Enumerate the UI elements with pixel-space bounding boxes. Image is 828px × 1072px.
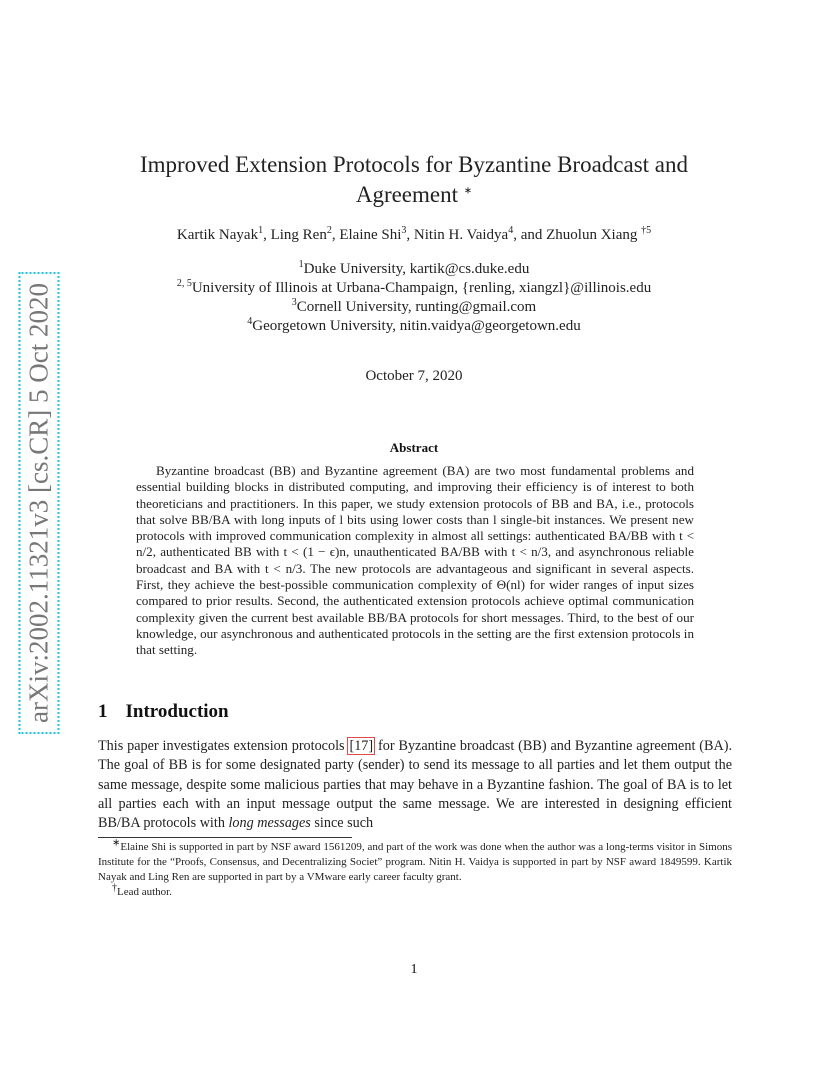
- paper-title-text: Improved Extension Protocols for Byzantine Broadcast and Agreement: [139, 152, 689, 207]
- affiliation-line: [110, 260, 718, 279]
- intro-emphasis: long messages: [228, 815, 311, 832]
- footnote-text: Elaine Shi is supported in part by NSF award 1561209, and part of the work was done when the author was a long-terms visitor in Simons Institute for the “Proofs, Consensus, and Decentralizing Societ” program. Nitin H. Vaidya is supported in part by NSF award 1849599. Kartik Nayak and Ling Ren are supported in part by a VMware early career faculty grant.: [98, 841, 732, 883]
- footnote: [98, 882, 732, 900]
- author-separator: ,: [406, 227, 414, 243]
- section-heading: [98, 701, 229, 723]
- footnotes: [98, 837, 732, 900]
- author-name: Nitin H. Vaidya: [413, 227, 509, 243]
- affiliation-sup: 1: [298, 259, 304, 270]
- footnote-text: Lead author.: [117, 886, 172, 898]
- title-footnote-mark[interactable]: ∗: [463, 185, 473, 197]
- author-sup: 4: [508, 225, 514, 236]
- paper-title: [110, 150, 718, 210]
- author-separator: ,: [263, 227, 271, 243]
- footnote-mark: ∗: [112, 837, 121, 849]
- affiliation-sup: 4: [247, 316, 253, 327]
- author-name: Ling Ren: [270, 227, 327, 243]
- author-name: Kartik Nayak: [176, 227, 259, 243]
- page-number: 1: [410, 962, 418, 977]
- affiliation-line: [110, 317, 718, 336]
- abstract-heading: Abstract: [389, 440, 439, 455]
- abstract-body: Byzantine broadcast (BB) and Byzantine agreement (BA) are two most fundamental problems and essential building blocks in distributed computing, and improving their efficiency is of interest to both theoreticians and practitioners. In this paper, we study extension protocols of BB and BA, i.e., protocols that solve BB/BA with long inputs of l bits using lower costs than l single-bit instances. We present new protocols with improved communication complexity in almost all settings: authenticated BA/BB with t < n/2, authenticated BB with t < (1 − ϵ)n, unauthenticated BA/BB with t < n/3, and asynchronous reliable broadcast and BA with t < n/3. The new protocols are advantageous and significant in several aspects. First, they achieve the best-possible communication complexity of Θ(nl) for wider ranges of input sizes compared to prior results. Second, the authenticated extension protocols achieve optimal communication complexity given the current best available BB/BA protocols for short messages. Third, to the best of our knowledge, our asynchronous and authenticated protocols in the setting are the first extension protocols in that setting.: [136, 463, 694, 658]
- author-list: [110, 227, 718, 244]
- intro-text: for Byzantine broadcast (BB) and Byzantine agreement (BA). The goal of BB is for some designated party (sender) to send its message to all parties and let them output the same message, despite some malicious parties that may behave in a Byzantine fashion. The goal of BA is to let all parties each with an input message output the same message. We are interested in designing efficient BB/BA protocols with: [98, 738, 732, 832]
- footnote: [98, 837, 732, 885]
- intro-text: This paper investigates extension protocols: [98, 738, 349, 754]
- affiliation-text: Georgetown University, nitin.vaidya@georgetown.edu: [252, 318, 581, 334]
- section-title: Introduction: [125, 701, 229, 722]
- author-sup: 2: [326, 225, 332, 236]
- section-number: 1: [98, 701, 108, 722]
- affiliations: [110, 260, 718, 336]
- affiliation-text: Cornell University, runting@gmail.com: [296, 299, 537, 315]
- intro-paragraph: [98, 737, 732, 833]
- author-sup: 1: [258, 225, 264, 236]
- affiliation-sup: 3: [291, 297, 297, 308]
- footnote-mark: †: [112, 882, 117, 894]
- author-separator: , and: [513, 227, 547, 243]
- intro-text: since such: [310, 815, 374, 832]
- author-sup: †5: [641, 225, 652, 236]
- citation-link[interactable]: [17]: [349, 738, 374, 754]
- paper-date: October 7, 2020: [365, 368, 463, 384]
- affiliation-text: Duke University, kartik@cs.duke.edu: [303, 261, 530, 277]
- author-name: Zhuolun Xiang: [546, 227, 638, 243]
- author-separator: ,: [331, 227, 340, 243]
- arxiv-sidebar: [18, 268, 60, 738]
- footnote-rule: [98, 837, 352, 838]
- affiliation-text: University of Illinois at Urbana-Champaign, {renling, xiangzl}@illinois.edu: [191, 280, 652, 296]
- author-sup: 3: [401, 225, 407, 236]
- author-name: Elaine Shi: [339, 227, 402, 243]
- affiliation-line: [110, 298, 718, 317]
- arxiv-stamp[interactable]: arXiv:2002.11321v3 [cs.CR] 5 Oct 2020: [24, 277, 55, 729]
- affiliation-line: [110, 279, 718, 298]
- affiliation-sup: 2, 5: [176, 278, 192, 289]
